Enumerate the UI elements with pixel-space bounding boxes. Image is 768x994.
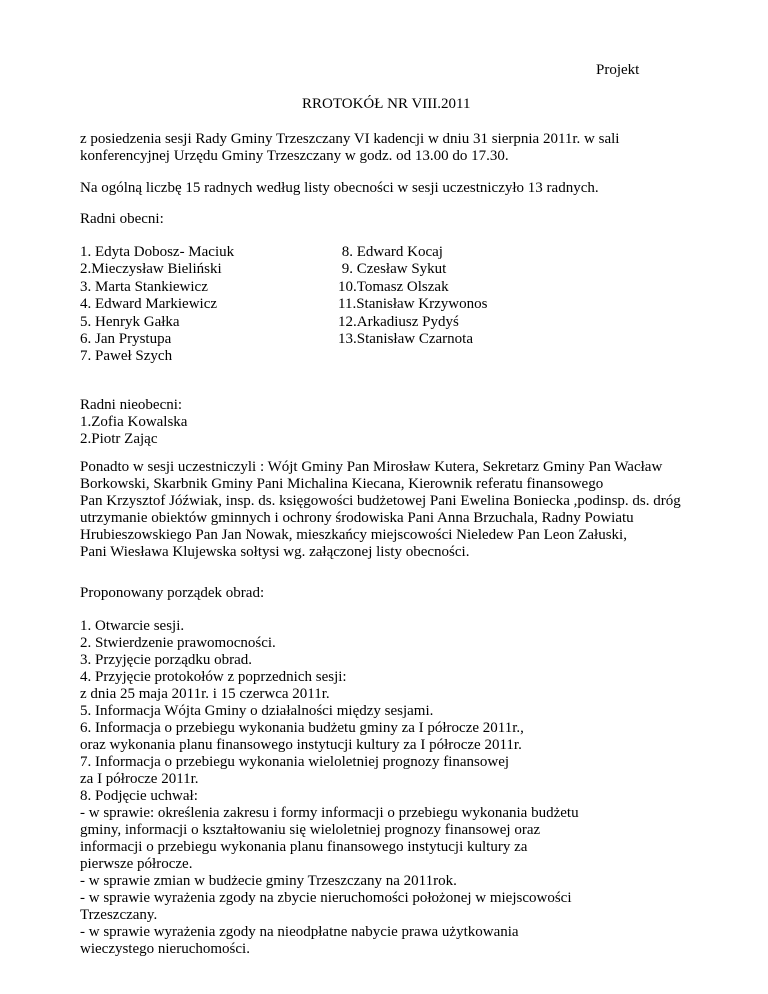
paragraph-line: Pani Wiesława Klujewska sołtysi wg. załączonej listy obecności. — [80, 544, 470, 560]
list-item: 2.Piotr Zając — [80, 431, 158, 447]
list-item: 10.Tomasz Olszak — [338, 278, 449, 295]
agenda-line: - w sprawie: określenia zakresu i formy informacji o przebiegu wykonania budżetu — [80, 805, 579, 821]
participants-paragraph — [80, 459, 700, 561]
list-item: 1. Edyta Dobosz- Maciuk — [80, 244, 235, 260]
intro-paragraph — [80, 131, 700, 165]
intro-line: z posiedzenia sesji Rady Gminy Trzeszczany VI kadencji w dniu 31 sierpnia 2011r. w sali — [80, 131, 620, 147]
list-item: 12.Arkadiusz Pydyś — [338, 313, 459, 330]
list-item: 4. Edward Markiewicz — [80, 296, 218, 313]
agenda-line: z dnia 25 maja 2011r. i 15 czerwca 2011r. — [80, 686, 330, 702]
agenda-line: informacji o przebiegu wykonania planu finansowego instytucji kultury za — [80, 839, 528, 855]
agenda-line: za I półrocze 2011r. — [80, 771, 199, 787]
agenda-list — [80, 618, 700, 958]
list-item: 8. Edward Kocaj — [338, 244, 443, 260]
list-item: 13.Stanisław Czarnota — [338, 330, 473, 347]
document-title: RROTOKÓŁ NR VIII.2011 — [302, 96, 471, 112]
list-item: 1.Zofia Kowalska — [80, 414, 188, 430]
agenda-line: oraz wykonania planu finansowego instytucji kultury za I półrocze 2011r. — [80, 737, 522, 753]
list-item: 3. Marta Stankiewicz — [80, 278, 208, 295]
agenda-line: - w sprawie wyrażenia zgody na nieodpłatne nabycie prawa użytkowania — [80, 924, 519, 940]
list-item: 11.Stanisław Krzywonos — [338, 296, 488, 313]
paragraph-line: Ponadto w sesji uczestniczyli : Wójt Gminy Pan Mirosław Kutera, Sekretarz Gminy Pan Wacław — [80, 459, 663, 475]
list-item: 5. Henryk Gałka — [80, 313, 180, 330]
list-item: 6. Jan Prystupa — [80, 330, 172, 347]
list-item: 9. Czesław Sykut — [338, 261, 447, 278]
agenda-line: pierwsze półrocze. — [80, 856, 193, 872]
agenda-line: gminy, informacji o kształtowaniu się wieloletniej prognozy finansowej oraz — [80, 822, 541, 838]
present-list-right — [338, 244, 487, 348]
agenda-line: 2. Stwierdzenie prawomocności. — [80, 635, 276, 651]
list-item: 7. Paweł Szych — [80, 348, 173, 365]
agenda-heading: Proponowany porządek obrad: — [80, 585, 265, 601]
present-list-left — [80, 244, 234, 366]
absent-section — [80, 397, 700, 448]
agenda-line: 6. Informacja o przebiegu wykonania budżetu gminy za I półrocze 2011r., — [80, 720, 524, 736]
agenda-line: 4. Przyjęcie protokołów z poprzednich sesji: — [80, 669, 347, 685]
agenda-line: - w sprawie wyrażenia zgody na zbycie nieruchomości położonej w miejscowości — [80, 890, 572, 906]
agenda-line: Trzeszczany. — [80, 907, 158, 923]
agenda-line: wieczystego nieruchomości. — [80, 941, 250, 957]
agenda-line: 5. Informacja Wójta Gminy o działalności między sesjami. — [80, 703, 434, 719]
agenda-line: 3. Przyjęcie porządku obrad. — [80, 652, 253, 668]
agenda-line: 1. Otwarcie sesji. — [80, 618, 185, 634]
paragraph-line: Hrubieszowskiego Pan Jan Nowak, mieszkańcy miejscowości Nieledew Pan Leon Załuski, — [80, 527, 627, 543]
paragraph-line: Pan Krzysztof Jóźwiak, insp. ds. księgowości budżetowej Pani Ewelina Boniecka ,podinsp. ds. dróg — [80, 493, 681, 509]
present-heading: Radni obecni: — [80, 211, 164, 227]
paragraph-line: utrzymanie obiektów gminnych i ochrony środowiska Pani Anna Brzuchala, Radny Powiatu — [80, 510, 634, 526]
agenda-line: - w sprawie zmian w budżecie gminy Trzeszczany na 2011rok. — [80, 873, 457, 889]
list-item: 2.Mieczysław Bieliński — [80, 261, 222, 278]
paragraph-line: Borkowski, Skarbnik Gminy Pani Michalina Kiecana, Kierownik referatu finansowego — [80, 476, 604, 492]
attendance-sentence: Na ogólną liczbę 15 radnych według listy obecności w sesji uczestniczyło 13 radnych. — [80, 180, 599, 196]
absent-heading: Radni nieobecni: — [80, 397, 183, 413]
agenda-line: 7. Informacja o przebiegu wykonania wieloletniej prognozy finansowej — [80, 754, 510, 770]
intro-line: konferencyjnej Urzędu Gminy Trzeszczany w godz. od 13.00 do 17.30. — [80, 148, 509, 164]
projekt-label: Projekt — [596, 62, 640, 78]
agenda-line: 8. Podjęcie uchwał: — [80, 788, 198, 804]
